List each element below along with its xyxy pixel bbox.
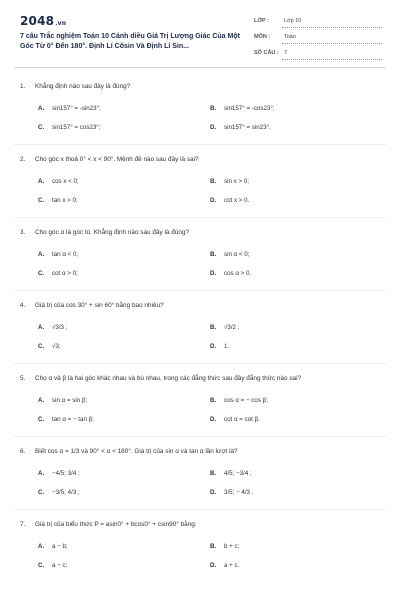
option-letter: A. <box>38 178 45 185</box>
meta-label: SỐ CÂU : <box>254 50 279 56</box>
answer-option-c[interactable] <box>38 124 100 131</box>
header-divider <box>14 67 386 68</box>
meta-value: 7 <box>284 50 288 56</box>
document-title: 7 câu Trắc nghiệm Toán 10 Cánh diều Giá Trị Lượng Giác Của Một Góc Từ 0° Đến 180°. Định Lí Côsin Và Định Lí Sin... <box>20 33 240 50</box>
question-2 <box>20 156 390 204</box>
option-text: √3; <box>52 343 61 350</box>
option-text: cot α = cot β. <box>224 416 260 423</box>
option-text: √3/2 ; <box>224 324 240 331</box>
option-text: a − c; <box>52 562 68 569</box>
option-text: 3/5; − 4/3 . <box>224 489 254 496</box>
answer-option-d[interactable] <box>210 343 229 350</box>
meta-row-subject <box>254 30 382 46</box>
meta-row-count <box>254 46 382 62</box>
answer-option-d[interactable] <box>210 270 251 277</box>
question-number: 6. <box>20 448 26 455</box>
option-letter: C. <box>38 562 45 569</box>
answer-option-d[interactable] <box>210 197 249 204</box>
option-letter: C. <box>38 270 45 277</box>
option-letter: B. <box>210 105 217 112</box>
question-number: 4. <box>20 302 26 309</box>
meta-value: Toán <box>284 34 296 40</box>
option-letter: B. <box>210 470 217 477</box>
question-number: 5. <box>20 375 26 382</box>
question-text: Biết cos α = 1/3 và 90° < α < 180°. Giá trị của sin α và tan α lần lượt là? <box>35 448 238 455</box>
answer-option-c[interactable] <box>38 489 80 496</box>
answer-option-c[interactable] <box>38 270 78 277</box>
question-6 <box>20 448 390 496</box>
question-5 <box>20 375 390 423</box>
answer-option-d[interactable] <box>210 416 260 423</box>
option-letter: B. <box>210 397 217 404</box>
option-text: tan x > 0; <box>52 197 78 204</box>
question-separator <box>14 144 386 145</box>
option-letter: C. <box>38 416 45 423</box>
question-number: 1. <box>20 83 26 90</box>
question-separator <box>14 436 386 437</box>
question-3 <box>20 229 390 277</box>
answer-option-a[interactable] <box>38 251 78 258</box>
option-text: cot x > 0. <box>224 197 250 204</box>
option-text: tan α = − tan β; <box>52 416 94 423</box>
meta-underline <box>282 27 382 28</box>
option-letter: D. <box>210 343 217 350</box>
option-text: a − b; <box>52 543 68 550</box>
option-text: cos α = − cos β; <box>224 397 268 404</box>
question-text: Giá trị của biểu thức P = asin0° + bcos0° + csin90° bằng: <box>35 521 197 528</box>
option-text: 1. <box>224 343 230 350</box>
answer-option-d[interactable] <box>210 562 239 569</box>
question-stem <box>20 302 390 312</box>
option-text: sin α < 0; <box>224 251 250 258</box>
option-letter: D. <box>210 562 217 569</box>
option-letter: A. <box>38 105 45 112</box>
question-4 <box>20 302 390 350</box>
question-text: Cho góc x thoả 0° < x < 90°. Mệnh đề nào sau đây là sai? <box>35 156 199 163</box>
option-text: sin157° = -cos23°; <box>224 105 275 112</box>
option-letter: D. <box>210 124 217 131</box>
answer-option-c[interactable] <box>38 562 67 569</box>
question-stem <box>20 448 390 458</box>
meta-info <box>254 14 382 62</box>
option-text: −3/5; 4/3 ; <box>52 489 80 496</box>
question-stem <box>20 156 390 166</box>
meta-underline <box>282 59 382 60</box>
option-text: −4/5; 3/4 ; <box>52 470 80 477</box>
option-letter: A. <box>38 543 45 550</box>
question-number: 3. <box>20 229 26 236</box>
answer-option-a[interactable] <box>38 178 79 185</box>
answer-option-a[interactable] <box>38 105 101 112</box>
logo-text: 2048 <box>20 14 55 28</box>
option-letter: C. <box>38 124 45 131</box>
answer-option-c[interactable] <box>38 343 61 350</box>
option-text: a + c. <box>224 562 240 569</box>
option-text: b + c; <box>224 543 240 550</box>
option-letter: A. <box>38 324 45 331</box>
question-1 <box>20 83 390 131</box>
meta-row-class <box>254 14 382 30</box>
option-text: cos α > 0. <box>224 270 252 277</box>
answer-option-b[interactable] <box>210 543 239 550</box>
option-text: sin α = sin β; <box>52 397 88 404</box>
option-letter: C. <box>38 343 45 350</box>
answer-option-d[interactable] <box>210 489 253 496</box>
site-logo[interactable] <box>20 14 66 28</box>
answer-option-c[interactable] <box>38 197 78 204</box>
question-separator <box>14 363 386 364</box>
option-letter: D. <box>210 489 217 496</box>
question-separator <box>14 509 386 510</box>
option-text: √3/3 ; <box>52 324 68 331</box>
option-letter: A. <box>38 397 45 404</box>
question-text: Giá trị của cos 30° + sin 60° bằng bao nhiêu? <box>35 302 164 309</box>
option-text: tan α < 0; <box>52 251 79 258</box>
question-stem <box>20 229 390 239</box>
answer-option-b[interactable] <box>210 178 249 185</box>
option-text: sin157° = sin23°. <box>224 124 271 131</box>
question-stem <box>20 83 390 93</box>
answer-option-a[interactable] <box>38 543 68 550</box>
option-text: sin157° = cos23°; <box>52 124 101 131</box>
option-letter: C. <box>38 197 45 204</box>
option-letter: A. <box>38 251 45 258</box>
option-letter: D. <box>210 416 217 423</box>
option-letter: B. <box>210 324 217 331</box>
question-text: Cho góc α là góc tù. Khẳng định nào sau đây là đúng? <box>35 229 189 236</box>
option-letter: C. <box>38 489 45 496</box>
answer-option-b[interactable] <box>210 324 239 331</box>
answer-option-b[interactable] <box>210 470 252 477</box>
option-letter: D. <box>210 197 217 204</box>
option-letter: B. <box>210 178 217 185</box>
option-text: cos x < 0; <box>52 178 79 185</box>
question-text: Cho α và β là hai góc khác nhau và bù nhau, trong các đẳng thức sau đây đẳng thức nào sai? <box>35 375 302 382</box>
answer-option-b[interactable] <box>210 105 275 112</box>
option-text: sin157° = -sin23°; <box>52 105 101 112</box>
question-number: 2. <box>20 156 26 163</box>
question-stem <box>20 521 390 531</box>
option-letter: D. <box>210 270 217 277</box>
question-text: Khẳng định nào sau đây là đúng? <box>35 83 131 90</box>
answer-option-a[interactable] <box>38 397 87 404</box>
option-text: cot α > 0; <box>52 270 78 277</box>
answer-option-c[interactable] <box>38 416 94 423</box>
option-letter: B. <box>210 251 217 258</box>
answer-option-a[interactable] <box>38 324 67 331</box>
question-7 <box>20 521 390 569</box>
meta-label: LỚP : <box>254 18 269 24</box>
option-letter: B. <box>210 543 217 550</box>
question-separator <box>14 290 386 291</box>
option-letter: A. <box>38 470 45 477</box>
logo-suffix: .vn <box>55 20 67 27</box>
answer-option-b[interactable] <box>210 251 249 258</box>
option-text: sin x > 0; <box>224 178 249 185</box>
question-stem <box>20 375 390 385</box>
answer-option-a[interactable] <box>38 470 80 477</box>
page-header <box>0 0 400 66</box>
meta-label: MÔN : <box>254 34 271 40</box>
answer-option-d[interactable] <box>210 124 271 131</box>
option-text: 4/5; −3/4 ; <box>224 470 252 477</box>
meta-value: Lớp 10 <box>284 18 302 24</box>
question-number: 7. <box>20 521 26 528</box>
question-separator <box>14 217 386 218</box>
answer-option-b[interactable] <box>210 397 268 404</box>
meta-underline <box>282 43 382 44</box>
